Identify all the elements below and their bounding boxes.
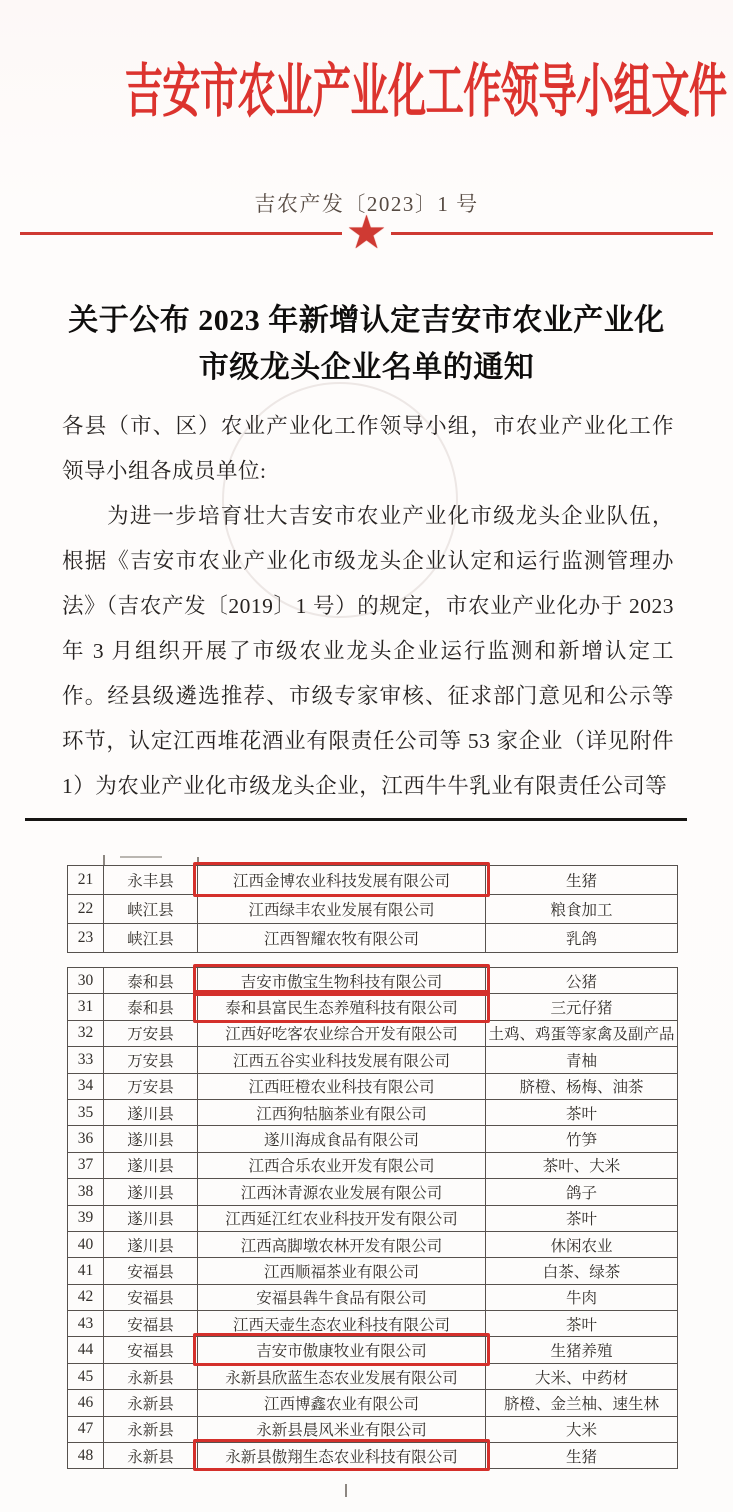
cell-product: 大米 bbox=[486, 1416, 678, 1442]
cell-no: 39 bbox=[68, 1205, 104, 1231]
table-crop-stub bbox=[120, 856, 162, 858]
cell-company: 江西合乐农业开发有限公司 bbox=[198, 1152, 486, 1178]
notice-title-line2: 市级龙头企业名单的通知 bbox=[198, 351, 535, 384]
cell-county: 峡江县 bbox=[104, 895, 198, 924]
highlight-box bbox=[193, 1333, 490, 1365]
cell-product: 竹笋 bbox=[486, 1126, 678, 1152]
table-row bbox=[68, 1443, 678, 1469]
cell-county: 安福县 bbox=[104, 1284, 198, 1310]
cell-product: 茶叶 bbox=[486, 1311, 678, 1337]
cell-county: 遂川县 bbox=[104, 1126, 198, 1152]
cell-county: 峡江县 bbox=[104, 924, 198, 953]
highlight-box bbox=[193, 990, 490, 1022]
cell-company: 江西五谷实业科技发展有限公司 bbox=[198, 1047, 486, 1073]
cell-company: 江西顺福茶业有限公司 bbox=[198, 1258, 486, 1284]
table-row bbox=[68, 1205, 678, 1231]
salutation: 各县（市、区）农业产业化工作领导小组，市农业产业化工作领导小组各成员单位: bbox=[62, 414, 674, 483]
cell-product: 生猪 bbox=[486, 866, 678, 895]
table-row bbox=[68, 1258, 678, 1284]
cell-no: 30 bbox=[68, 968, 104, 994]
cell-product: 粮食加工 bbox=[486, 895, 678, 924]
cell-product: 生猪 bbox=[486, 1443, 678, 1469]
cell-company: 江西狗牯脑茶业有限公司 bbox=[198, 1099, 486, 1125]
cell-county: 万安县 bbox=[104, 1073, 198, 1099]
enterprise-table-fragment-1 bbox=[67, 865, 678, 953]
cell-county: 万安县 bbox=[104, 1047, 198, 1073]
cell-company: 江西高脚墩农林开发有限公司 bbox=[198, 1231, 486, 1257]
cell-company: 江西智耀农牧有限公司 bbox=[198, 924, 486, 953]
highlight-box bbox=[193, 964, 490, 996]
cell-product: 三元仔猪 bbox=[486, 994, 678, 1020]
cell-company: 江西好吃客农业综合开发有限公司 bbox=[198, 1020, 486, 1046]
cell-product: 茶叶 bbox=[486, 1205, 678, 1231]
cell-no: 45 bbox=[68, 1363, 104, 1389]
cell-county: 永新县 bbox=[104, 1390, 198, 1416]
cell-county: 永丰县 bbox=[104, 866, 198, 895]
table-row bbox=[68, 968, 678, 994]
cell-county: 泰和县 bbox=[104, 994, 198, 1020]
cell-county: 永新县 bbox=[104, 1363, 198, 1389]
divider-line-left bbox=[20, 232, 342, 235]
table-row bbox=[68, 1179, 678, 1205]
cell-county: 安福县 bbox=[104, 1311, 198, 1337]
table-row bbox=[68, 1047, 678, 1073]
body-paragraph: 为进一步培育壮大吉安市农业产业化市级龙头企业队伍，根据《吉安市农业产业化市级龙头企业认定和运行监测管理办法》（吉农产发〔2019〕1 号）的规定，市农业产业化办于 2023 年 3 月组织开展了市级农业龙头企业运行监测和新增认定工作。经县级遴选推荐、市级专家审核、征求部门意见和公示等环节，认定江西堆花酒业有限责任公司等 53 家企业（详见附件 1）为农业产业化市级龙头企业，江西牛牛乳业有限责任公司等 bbox=[62, 504, 674, 798]
cell-product: 青柚 bbox=[486, 1047, 678, 1073]
cell-product: 牛肉 bbox=[486, 1284, 678, 1310]
cell-no: 21 bbox=[68, 866, 104, 895]
cell-no: 38 bbox=[68, 1179, 104, 1205]
cell-no: 37 bbox=[68, 1152, 104, 1178]
table-row bbox=[68, 895, 678, 924]
table-row bbox=[68, 1311, 678, 1337]
cell-company: 遂川海成食品有限公司 bbox=[198, 1126, 486, 1152]
cell-product: 休闲农业 bbox=[486, 1231, 678, 1257]
table-row bbox=[68, 1416, 678, 1442]
cell-no: 35 bbox=[68, 1099, 104, 1125]
cell-product: 鸽子 bbox=[486, 1179, 678, 1205]
cell-no: 40 bbox=[68, 1231, 104, 1257]
table-row bbox=[68, 1073, 678, 1099]
cell-company: 江西沐青源农业发展有限公司 bbox=[198, 1179, 486, 1205]
table-row bbox=[68, 1363, 678, 1389]
cell-company: 永新县欣蓝生态农业发展有限公司 bbox=[198, 1363, 486, 1389]
table-row bbox=[68, 1152, 678, 1178]
cell-county: 遂川县 bbox=[104, 1231, 198, 1257]
table-crop-stub bbox=[345, 1484, 347, 1497]
table-row bbox=[68, 1231, 678, 1257]
cell-county: 遂川县 bbox=[104, 1179, 198, 1205]
star-divider bbox=[20, 207, 713, 258]
cell-county: 万安县 bbox=[104, 1020, 198, 1046]
cell-company: 江西旺橙农业科技有限公司 bbox=[198, 1073, 486, 1099]
cell-company: 吉安市傲康牧业有限公司 bbox=[198, 1337, 486, 1363]
notice-title bbox=[0, 297, 733, 391]
cell-county: 遂川县 bbox=[104, 1152, 198, 1178]
cell-company: 江西博鑫农业有限公司 bbox=[198, 1390, 486, 1416]
cell-company: 江西绿丰农业发展有限公司 bbox=[198, 895, 486, 924]
cell-no: 43 bbox=[68, 1311, 104, 1337]
cell-company: 江西天壶生态农业科技有限公司 bbox=[198, 1311, 486, 1337]
cell-county: 永新县 bbox=[104, 1443, 198, 1469]
cell-company: 吉安市傲宝生物科技有限公司 bbox=[198, 968, 486, 994]
table-row bbox=[68, 1020, 678, 1046]
cell-county: 安福县 bbox=[104, 1337, 198, 1363]
table-row bbox=[68, 1126, 678, 1152]
table-row bbox=[68, 994, 678, 1020]
table-row bbox=[68, 1390, 678, 1416]
cell-county: 安福县 bbox=[104, 1258, 198, 1284]
cell-county: 永新县 bbox=[104, 1416, 198, 1442]
cell-company: 江西延江红农业科技开发有限公司 bbox=[198, 1205, 486, 1231]
cell-product: 白茶、绿茶 bbox=[486, 1258, 678, 1284]
cell-product: 脐橙、金兰柚、速生林 bbox=[486, 1390, 678, 1416]
enterprise-table-fragment-2 bbox=[67, 967, 678, 1469]
cell-product: 脐橙、杨梅、油茶 bbox=[486, 1073, 678, 1099]
cell-product: 土鸡、鸡蛋等家禽及副产品 bbox=[486, 1020, 678, 1046]
cell-no: 41 bbox=[68, 1258, 104, 1284]
cell-no: 48 bbox=[68, 1443, 104, 1469]
table-row bbox=[68, 1337, 678, 1363]
cell-no: 31 bbox=[68, 994, 104, 1020]
cell-county: 遂川县 bbox=[104, 1205, 198, 1231]
cell-company: 江西金博农业科技发展有限公司 bbox=[198, 866, 486, 895]
cell-no: 46 bbox=[68, 1390, 104, 1416]
table-row bbox=[68, 866, 678, 895]
body-text bbox=[62, 404, 674, 809]
cell-no: 33 bbox=[68, 1047, 104, 1073]
highlight-box bbox=[193, 862, 490, 897]
cell-company: 永新县晨风米业有限公司 bbox=[198, 1416, 486, 1442]
cell-county: 泰和县 bbox=[104, 968, 198, 994]
cell-company: 泰和县富民生态养殖科技有限公司 bbox=[198, 994, 486, 1020]
highlight-box bbox=[193, 1439, 490, 1471]
notice-title-line1: 关于公布 2023 年新增认定吉安市农业产业化 bbox=[68, 304, 665, 337]
divider-line-right bbox=[391, 232, 713, 235]
table-row bbox=[68, 1284, 678, 1310]
cell-no: 36 bbox=[68, 1126, 104, 1152]
red-header-title: 吉安市农业产业化工作领导小组文件 bbox=[124, 59, 727, 124]
cell-no: 44 bbox=[68, 1337, 104, 1363]
star-icon: ★ bbox=[345, 207, 388, 258]
cell-product: 茶叶、大米 bbox=[486, 1152, 678, 1178]
cell-product: 茶叶 bbox=[486, 1099, 678, 1125]
cell-no: 47 bbox=[68, 1416, 104, 1442]
document-number: 吉农产发〔2023〕1 号 bbox=[254, 192, 479, 216]
cell-product: 大米、中药材 bbox=[486, 1363, 678, 1389]
cell-company: 永新县傲翔生态农业科技有限公司 bbox=[198, 1443, 486, 1469]
table-row bbox=[68, 924, 678, 953]
cell-product: 公猪 bbox=[486, 968, 678, 994]
cell-no: 23 bbox=[68, 924, 104, 953]
cell-no: 32 bbox=[68, 1020, 104, 1046]
table-row bbox=[68, 1099, 678, 1125]
page-separator-line bbox=[25, 818, 687, 821]
cell-no: 22 bbox=[68, 895, 104, 924]
cell-product: 生猪养殖 bbox=[486, 1337, 678, 1363]
cell-company: 安福县犇牛食品有限公司 bbox=[198, 1284, 486, 1310]
cell-no: 34 bbox=[68, 1073, 104, 1099]
cell-county: 遂川县 bbox=[104, 1099, 198, 1125]
cell-no: 42 bbox=[68, 1284, 104, 1310]
cell-product: 乳鸽 bbox=[486, 924, 678, 953]
